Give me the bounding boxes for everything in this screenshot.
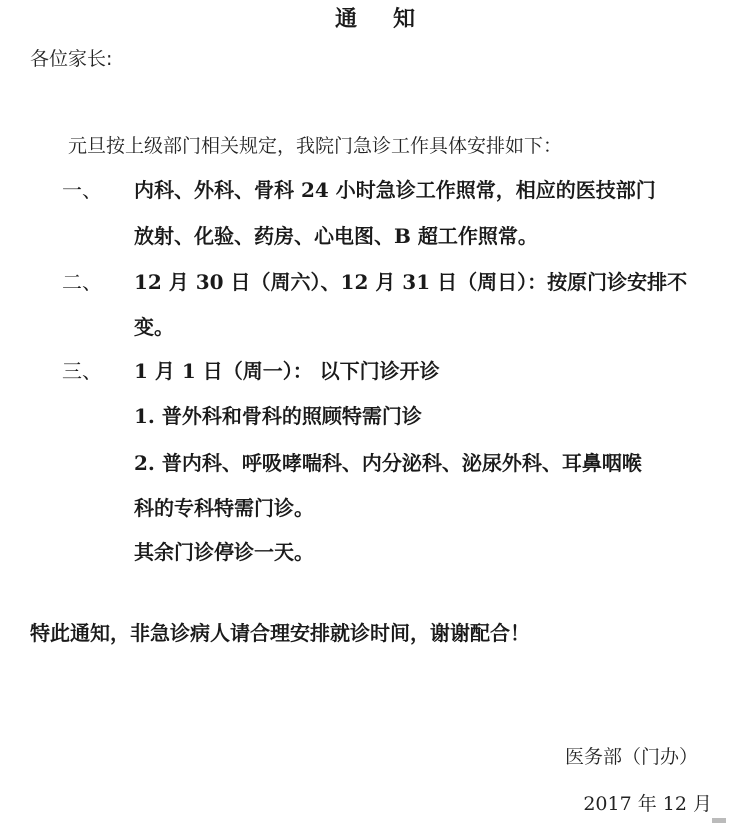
item-number-3: 三、 xyxy=(62,359,102,383)
item-1-line-1: 内科、外科、骨科 24 小时急诊工作照常，相应的医技部门 xyxy=(134,178,656,202)
item-3-subitem-2: 2. 普内科、呼吸哮喘科、内分泌科、泌尿外科、耳鼻咽喉 xyxy=(134,451,642,475)
title-char-1: 通 xyxy=(334,6,357,32)
document-title xyxy=(0,8,750,30)
item-1-line-2: 放射、化验、药房、心电图、B 超工作照常。 xyxy=(134,224,538,248)
item-number-2: 二、 xyxy=(62,270,102,294)
scan-artifact xyxy=(712,818,726,823)
salutation: 各位家长: xyxy=(30,48,113,70)
item-3-subitem-2-cont: 科的专科特需门诊。 xyxy=(134,496,314,520)
item-2-line-2: 变。 xyxy=(134,315,174,339)
intro-paragraph: 元旦按上级部门相关规定，我院门急诊工作具体安排如下： xyxy=(68,135,563,157)
title-char-2: 知 xyxy=(393,6,416,32)
closing-statement: 特此通知，非急诊病人请合理安排就诊时间，谢谢配合！ xyxy=(30,621,530,645)
signature-date: 2017 年 12 月 xyxy=(583,793,712,815)
signature-department: 医务部（门办） xyxy=(564,746,698,768)
item-3-line-1: 1 月 1 日（周一）： 以下门诊开诊 xyxy=(134,359,440,383)
item-3-remaining-closed: 其余门诊停诊一天。 xyxy=(134,540,314,564)
item-3-subitem-1: 1. 普外科和骨科的照顾特需门诊 xyxy=(134,404,422,428)
item-2-line-1: 12 月 30 日（周六）、12 月 31 日（周日）：按原门诊安排不 xyxy=(134,270,688,294)
item-number-1: 一、 xyxy=(62,178,102,202)
